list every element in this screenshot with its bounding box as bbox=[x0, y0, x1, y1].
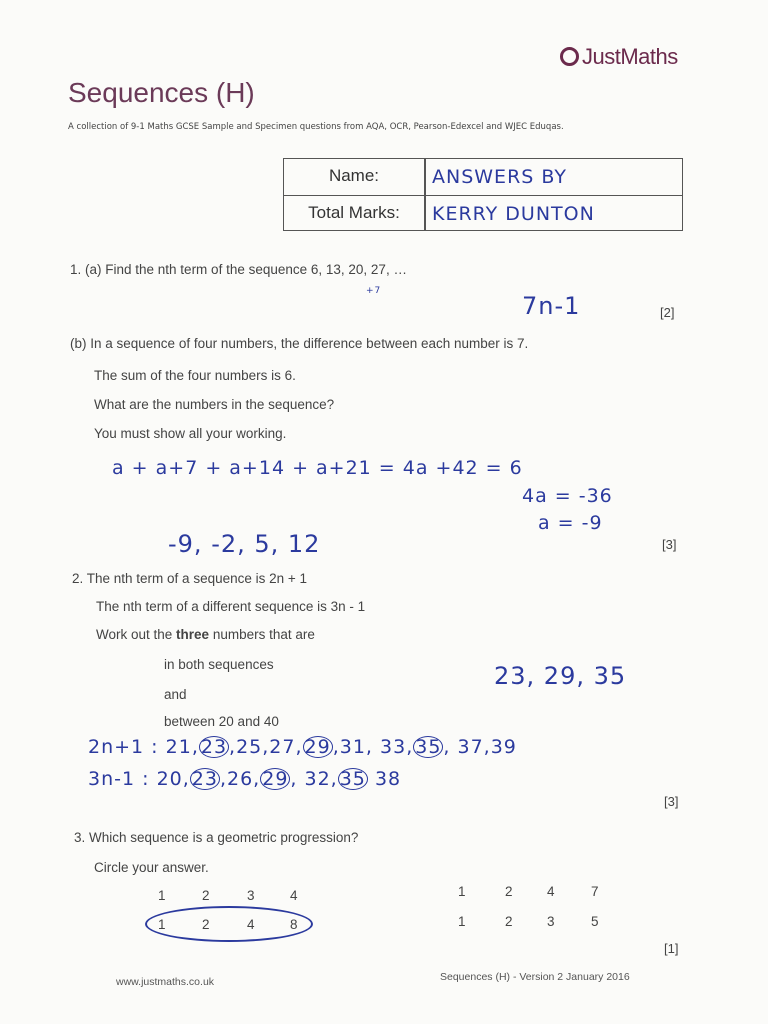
q1b-line3: What are the numbers in the sequence? bbox=[94, 397, 335, 412]
q1b-working-1: a + a+7 + a+14 + a+21 = 4a +42 = 6 bbox=[112, 457, 523, 479]
seq2-term: 20, bbox=[156, 768, 190, 790]
q1b-marks: [3] bbox=[662, 537, 677, 552]
q1b-line4: You must show all your working. bbox=[94, 426, 287, 441]
footer-website: www.justmaths.co.uk bbox=[116, 976, 215, 988]
seq1-circled-term: 29 bbox=[304, 736, 331, 758]
q1a-marks: [2] bbox=[660, 305, 675, 320]
q1a-annotation: +7 bbox=[366, 286, 382, 296]
q2-seq2-label: 3n-1 : bbox=[88, 768, 150, 790]
q3-option-b-term[interactable]: 2 bbox=[202, 917, 210, 932]
q1b-working-2: 4a = -36 bbox=[522, 485, 613, 507]
logo-ring-icon bbox=[560, 47, 579, 66]
logo-text: JustMaths bbox=[582, 44, 678, 69]
q3-option-d-term[interactable]: 5 bbox=[591, 914, 599, 929]
name-label: Name: bbox=[328, 166, 380, 185]
q3-line1: 3. Which sequence is a geometric progression? bbox=[74, 830, 359, 845]
q3-option-d-term[interactable]: 2 bbox=[505, 914, 513, 929]
q2-line3-pre: Work out the bbox=[96, 627, 177, 642]
q1b-answer: -9, -2, 5, 12 bbox=[168, 530, 321, 558]
answer-circle-oval bbox=[145, 906, 313, 942]
q2-condition-3: between 20 and 40 bbox=[164, 714, 279, 729]
footer-version: Sequences (H) - Version 2 January 2016 bbox=[440, 971, 630, 983]
q2-answer: 23, 29, 35 bbox=[494, 662, 627, 690]
q3-option-c-term[interactable]: 7 bbox=[591, 884, 599, 899]
q1a-text: 1. (a) Find the nth term of the sequence 6, 13, 20, 27, … bbox=[70, 262, 407, 277]
seq2-term: ,26, bbox=[219, 768, 261, 790]
q3-option-b-term[interactable]: 8 bbox=[290, 917, 298, 932]
q3-option-b-term[interactable]: 4 bbox=[247, 917, 255, 932]
box-divider bbox=[424, 159, 426, 230]
q1b-line1: (b) In a sequence of four numbers, the difference between each number is 7. bbox=[70, 336, 529, 351]
justmaths-logo bbox=[560, 44, 678, 70]
marks-row bbox=[284, 195, 682, 232]
q2-seq1-label: 2n+1 : bbox=[88, 736, 159, 758]
seq2-term: , 32, bbox=[290, 768, 338, 790]
q2-seq2-working bbox=[88, 768, 401, 790]
seq2-circled-term: 23 bbox=[191, 768, 218, 790]
q2-marks: [3] bbox=[664, 794, 679, 809]
total-marks-label: Total Marks: bbox=[308, 203, 400, 222]
seq1-term: 21, bbox=[165, 736, 199, 758]
q3-option-a-term[interactable]: 2 bbox=[202, 888, 210, 903]
q3-option-a-term[interactable]: 4 bbox=[290, 888, 298, 903]
name-row bbox=[284, 159, 682, 195]
q3-option-c-term[interactable]: 1 bbox=[458, 884, 466, 899]
q1b-line2: The sum of the four numbers is 6. bbox=[94, 368, 296, 383]
q3-option-c-term[interactable]: 4 bbox=[547, 884, 555, 899]
q3-option-d-term[interactable]: 1 bbox=[458, 914, 466, 929]
q1b-working-3: a = -9 bbox=[538, 512, 603, 534]
q2-condition-1: in both sequences bbox=[164, 657, 274, 672]
q3-line2: Circle your answer. bbox=[94, 860, 209, 875]
q3-option-c-term[interactable]: 2 bbox=[505, 884, 513, 899]
q3-option-a-term[interactable]: 1 bbox=[158, 888, 166, 903]
q2-condition-2: and bbox=[164, 687, 187, 702]
seq2-circled-term: 29 bbox=[262, 768, 289, 790]
page-subtitle: A collection of 9-1 Maths GCSE Sample and Specimen questions from AQA, OCR, Pearson-Edexcel and WJEC Eduqas. bbox=[68, 122, 564, 132]
q2-seq1-working bbox=[88, 736, 517, 758]
q3-option-b-term[interactable]: 1 bbox=[158, 917, 166, 932]
seq1-term: ,25,27, bbox=[229, 736, 303, 758]
total-marks-value: KERRY DUNTON bbox=[432, 203, 595, 225]
q2-line3-post: numbers that are bbox=[209, 627, 315, 642]
seq1-circled-term: 35 bbox=[415, 736, 442, 758]
q2-line3 bbox=[96, 627, 315, 642]
name-value: ANSWERS BY bbox=[432, 166, 567, 188]
seq2-term: 38 bbox=[367, 768, 402, 790]
seq1-term: ,31, 33, bbox=[332, 736, 414, 758]
q2-line3-bold: three bbox=[176, 627, 210, 642]
seq2-circled-term: 35 bbox=[339, 768, 366, 790]
name-marks-box bbox=[283, 158, 683, 231]
q1a-answer: 7n-1 bbox=[522, 292, 581, 320]
seq1-term: , 37,39 bbox=[443, 736, 517, 758]
q2-line2: The nth term of a different sequence is 3n - 1 bbox=[96, 599, 366, 614]
q3-marks: [1] bbox=[664, 941, 679, 956]
seq1-circled-term: 23 bbox=[200, 736, 228, 758]
q2-line1: 2. The nth term of a sequence is 2n + 1 bbox=[72, 571, 308, 586]
q3-option-d-term[interactable]: 3 bbox=[547, 914, 555, 929]
page-title: Sequences (H) bbox=[68, 77, 255, 108]
q3-option-a-term[interactable]: 3 bbox=[247, 888, 255, 903]
